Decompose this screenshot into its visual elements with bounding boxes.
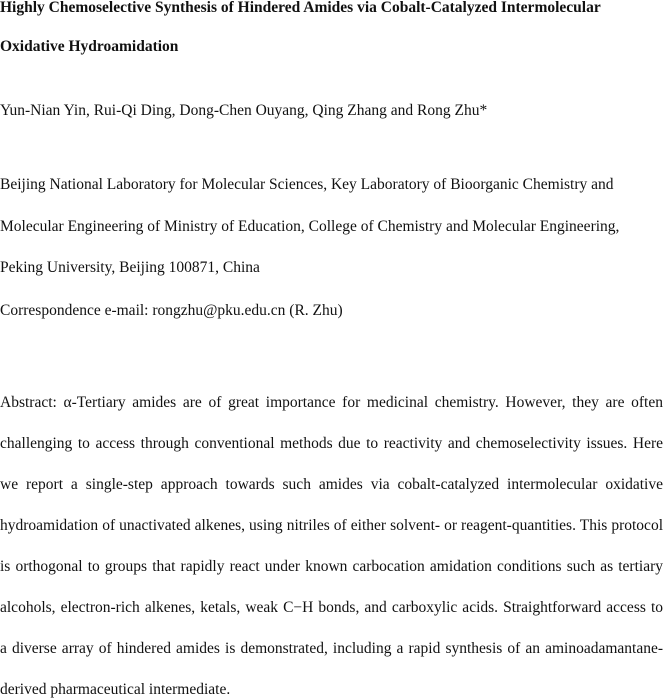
title-line-1: Highly Chemoselective Synthesis of Hindered Amides via Cobalt-Catalyzed Intermolecular [0,0,601,16]
affiliation-line-3: Peking University, Beijing 100871, China [0,259,260,276]
abstract-line-4: hydroamidation of unactivated alkenes, using nitriles of either solvent- or reagent-quantities. This protocol [0,517,663,534]
abstract-line-1: Abstract: α-Tertiary amides are of great importance for medicinal chemistry. However, they are often [0,394,663,411]
affiliation-line-2: Molecular Engineering of Ministry of Education, College of Chemistry and Molecular Engineering, [0,218,620,235]
abstract-line-2: challenging to access through conventional methods due to reactivity and chemoselectivity issues. Here [0,435,663,452]
abstract-line-3: we report a single-step approach towards such amides via cobalt-catalyzed intermolecular oxidative [0,476,663,493]
title-line-2: Oxidative Hydroamidation [0,38,179,55]
abstract-line-8: derived pharmaceutical intermediate. [0,681,231,698]
abstract-line-5: is orthogonal to groups that rapidly react under known carbocation amidation conditions such as tertiary [0,558,663,575]
abstract-line-7: a diverse array of hindered amides is demonstrated, including a rapid synthesis of an aminoadamantane- [0,640,663,657]
author-list: Yun-Nian Yin, Rui-Qi Ding, Dong-Chen Ouyang, Qing Zhang and Rong Zhu* [0,102,488,119]
correspondence-email: Correspondence e-mail: rongzhu@pku.edu.cn (R. Zhu) [0,302,343,319]
affiliation-line-1: Beijing National Laboratory for Molecular Sciences, Key Laboratory of Bioorganic Chemistry and [0,176,614,193]
abstract-line-6: alcohols, electron-rich alkenes, ketals, weak C−H bonds, and carboxylic acids. Straightforward access to [0,599,663,616]
